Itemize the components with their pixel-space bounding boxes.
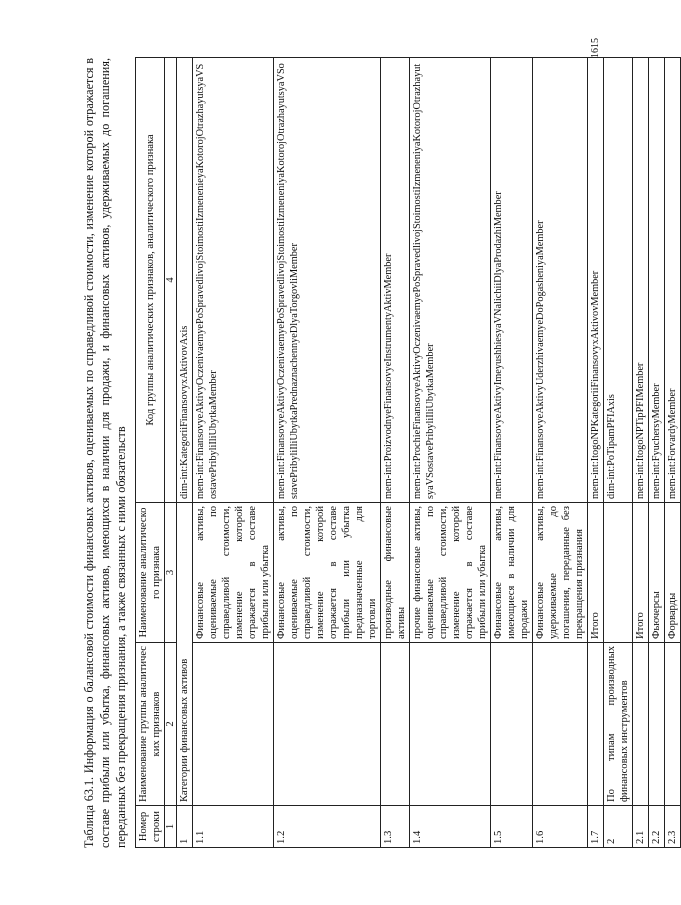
row-number: 1	[177, 806, 193, 848]
table-row	[665, 58, 681, 848]
table-row	[193, 58, 274, 848]
group-name	[533, 643, 588, 806]
group-name	[193, 643, 274, 806]
row-number: 1.1	[193, 806, 274, 848]
header-feature-name: Наименование аналитического признака	[136, 503, 165, 643]
group-name	[633, 643, 649, 806]
group-name	[665, 643, 681, 806]
row-number: 1.4	[410, 806, 491, 848]
feature-name: Финансовые активы, имеющиеся в наличии для продажи	[491, 503, 533, 643]
table-row	[410, 58, 491, 848]
code-cell: mem-int:ProchieFinansovyeAktivyOczenivaemyePoSpravedlivojStoimostiIzmeneniyaKotorojOtrazhayutsyaVSostavePribyliIliUbytkaMember	[410, 58, 491, 503]
column-index: 3	[165, 503, 177, 643]
group-name	[588, 643, 604, 806]
header-code: Код группы аналитических признаков, аналитического признака	[136, 58, 165, 503]
feature-name: прочие финансовые активы, оцениваемые по справедливой стоимости, изменение которой отражается в составе прибыли или убытка	[410, 503, 491, 643]
column-index-row	[165, 58, 177, 848]
row-number: 1.5	[491, 806, 533, 848]
rotated-page-content	[82, 58, 681, 848]
header-group-name: Наименование группы аналитических признаков	[136, 643, 165, 806]
table-row	[177, 58, 193, 848]
code-cell: mem-int:ProizvodnyeFinansovyeInstrumentyAktivMember	[381, 58, 410, 503]
header-row-number: Номер строки	[136, 806, 165, 848]
group-name: Категории финансовых активов	[177, 503, 193, 806]
code-cell: mem-int:FinansovyeAktivyOczenivaemyePoSpravedlivojStoimostiIzmeneniyaKotorojOtrazhayutsyaVSostavePribyliIliUbytkaPrednaznachennyeDlyaTorgovliMember	[274, 58, 381, 503]
table-row	[533, 58, 588, 848]
column-index: 2	[165, 643, 177, 806]
table-row	[491, 58, 533, 848]
feature-name: Финансовые активы, оцениваемые по справедливой стоимости, изменение которой отражается в составе прибыли или убытка	[193, 503, 274, 643]
feature-name: Форварды	[665, 503, 681, 643]
table-caption: Таблица 63.1. Информация о балансовой стоимости финансовых активов, оцениваемых по справедливой стоимости, изменение которой отражается в составе прибыли или убытка, финансовых активов, имеющихся в наличии для продажи, и финансовых активов, удерживаемых до погашения, переданных без прекращения признания, а также связанных с ними обязательств	[82, 58, 128, 848]
feature-name: Финансовые активы, удерживаемые до погашения, переданные без прекращения признания	[533, 503, 588, 643]
group-name	[491, 643, 533, 806]
code-cell: mem-int:ForvardyMember	[665, 58, 681, 503]
row-number: 2.1	[633, 806, 649, 848]
data-table	[135, 57, 681, 848]
feature-name: Итого	[588, 503, 604, 643]
row-number: 1.2	[274, 806, 381, 848]
table-row	[633, 58, 649, 848]
feature-name: Фьючерсы	[649, 503, 665, 643]
code-cell: mem-int:ItogoNPTipPFIMember	[633, 58, 649, 503]
row-number: 2.2	[649, 806, 665, 848]
table-row	[588, 58, 604, 848]
code-cell: mem-int:FyuchersyMember	[649, 58, 665, 503]
group-name	[381, 643, 410, 806]
table-row	[381, 58, 410, 848]
code-cell: dim-int:KategoriiFinansovyxAktivovAxis	[177, 58, 193, 503]
feature-name: производные финансовые активы	[381, 503, 410, 643]
row-number: 1.3	[381, 806, 410, 848]
group-name	[410, 643, 491, 806]
feature-name	[604, 503, 633, 643]
row-number: 1.7	[588, 806, 604, 848]
table-row	[649, 58, 665, 848]
table-row	[274, 58, 381, 848]
code-cell: dim-int:PoTipamPFIAxis	[604, 58, 633, 503]
column-index: 1	[165, 806, 177, 848]
page-number: 1615	[590, 38, 601, 58]
code-cell: mem-int:FinansovyeAktivyUderzhivaemyeDoPogasheniyaMember	[533, 58, 588, 503]
row-number: 2	[604, 806, 633, 848]
group-name	[649, 643, 665, 806]
row-number: 2.3	[665, 806, 681, 848]
code-cell: mem-int:FinansovyeAktivyOczenivaemyePoSpravedlivojStoimostiIzmenenieyaKotorojOtrazhayutsyaVSostavePribyliIliUbytkaMember	[193, 58, 274, 503]
group-name	[274, 643, 381, 806]
table-header-row	[136, 58, 165, 848]
row-number: 1.6	[533, 806, 588, 848]
column-index: 4	[165, 58, 177, 503]
feature-name: Финансовые активы, оцениваемые по справедливой стоимости, изменение которой отражается в составе прибыли или убытка предназначенные для торговли	[274, 503, 381, 643]
code-cell: mem-int:FinansovyeAktivyImeyushhiesyaVNalichiiDlyaProdazhiMember	[491, 58, 533, 503]
table-row	[604, 58, 633, 848]
feature-name: Итого	[633, 503, 649, 643]
group-name: По типам производных финансовых инструментов	[604, 643, 633, 806]
code-cell: mem-int:ItogoNPKategoriiFinansovyxAktivovMember	[588, 58, 604, 503]
